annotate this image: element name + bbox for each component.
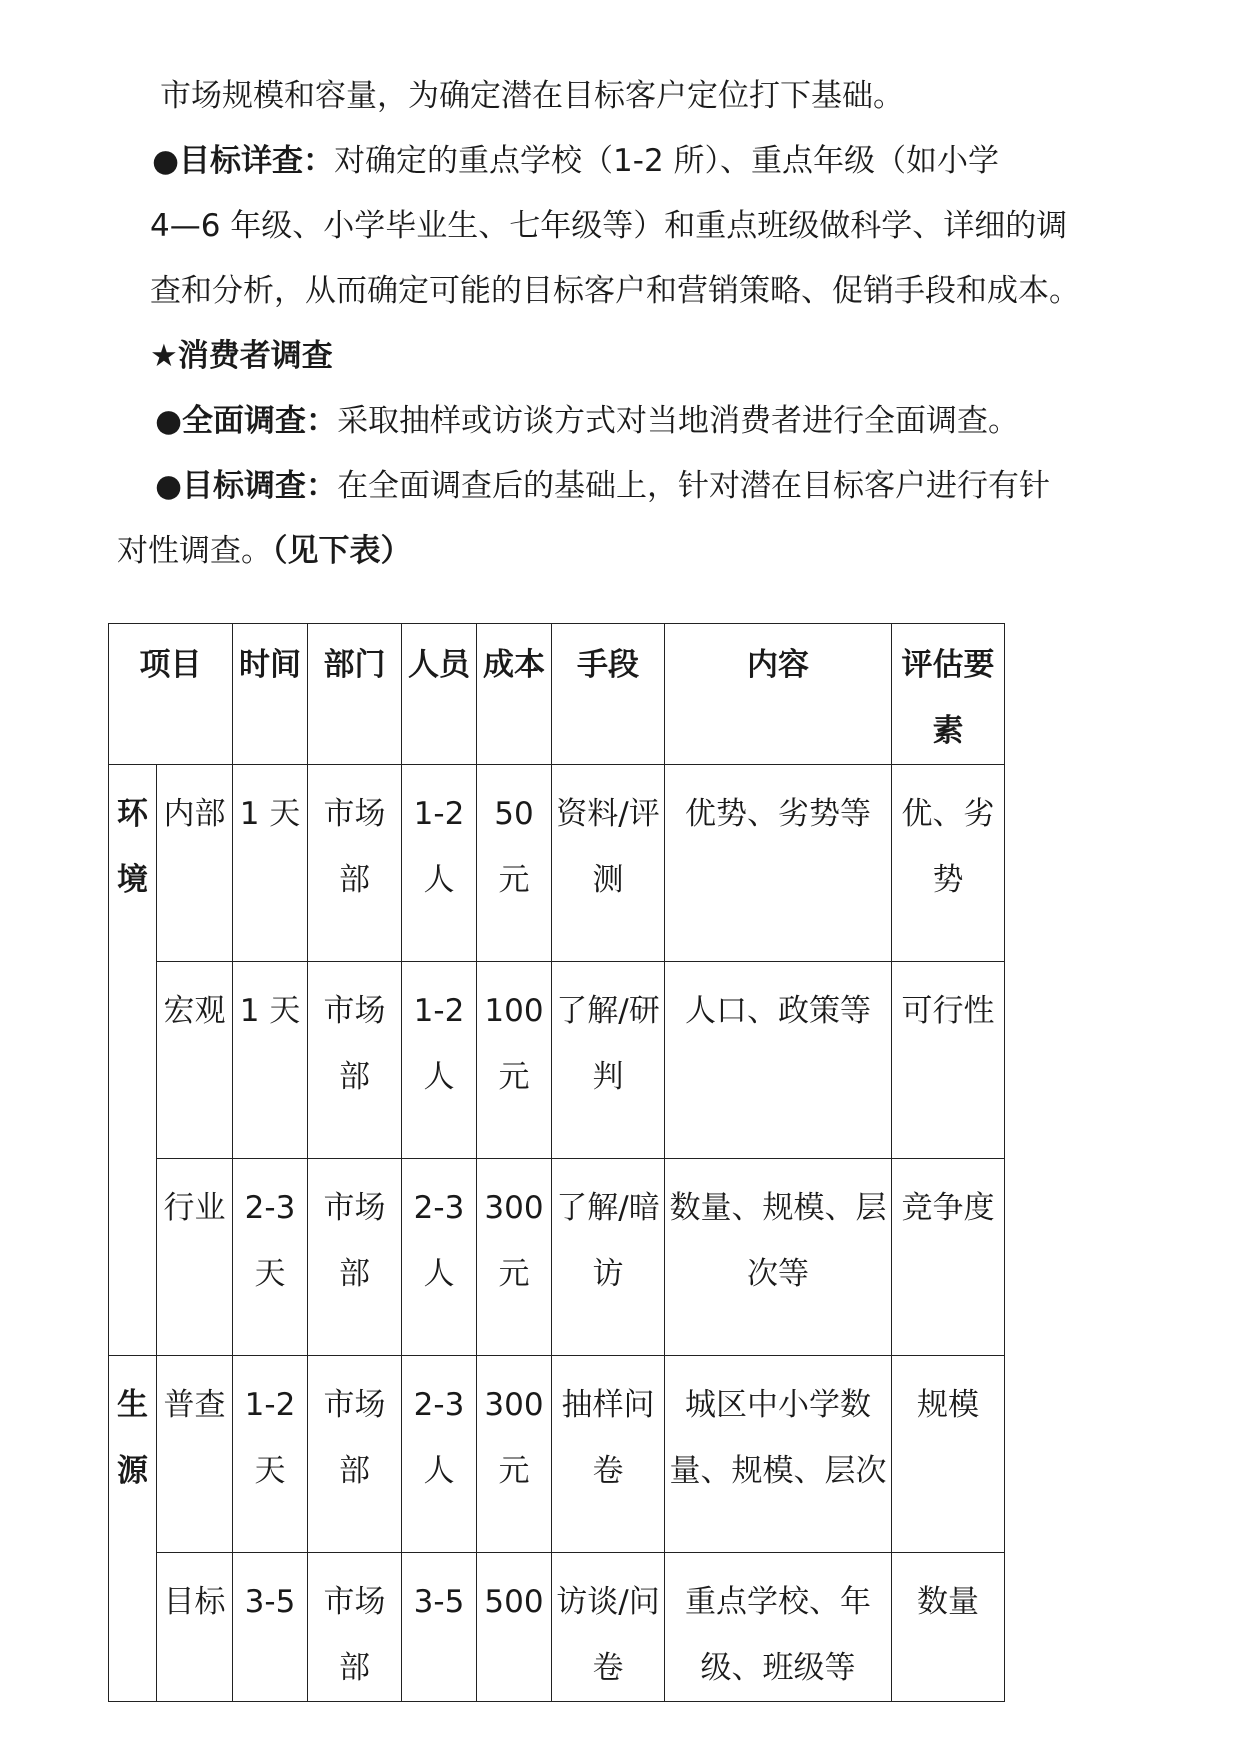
header-cost-text: 成本	[483, 647, 545, 683]
table-header-row	[109, 624, 1005, 765]
group-students-text: 生源	[117, 1387, 148, 1489]
cell-cost-text: 500	[484, 1584, 544, 1620]
cell-item-text: 普查	[163, 1387, 226, 1423]
cell-means	[552, 962, 665, 1159]
paragraph-full-survey	[155, 400, 1019, 442]
cell-means-text: 资料/评测	[556, 796, 660, 898]
cell-time-text: 1-2 天	[244, 1387, 296, 1489]
header-eval	[892, 624, 1005, 765]
paragraph-line-1	[160, 75, 904, 117]
header-dept	[308, 624, 402, 765]
paragraph-target-survey	[155, 465, 1050, 507]
header-time-text: 时间	[239, 647, 301, 683]
paragraph-target-detail	[152, 140, 999, 182]
cell-item	[157, 765, 233, 962]
header-eval-text: 评估要素	[901, 647, 995, 749]
cell-cost	[477, 1356, 552, 1553]
cell-content-text: 人口、政策等	[685, 993, 871, 1029]
cell-dept-text: 市场部	[323, 993, 386, 1095]
cell-eval-text: 优、劣势	[901, 796, 995, 898]
cell-cost-text: 50 元	[494, 796, 534, 898]
cell-item-text: 目标	[163, 1584, 226, 1620]
cell-dept	[308, 962, 402, 1159]
label-target-detail: ●目标详查：	[152, 143, 335, 179]
cell-content-text: 重点学校、年级、班级等	[685, 1584, 871, 1686]
label-full-survey: ●全面调查：	[155, 403, 338, 439]
cell-cost-text: 300 元	[484, 1387, 544, 1489]
cell-means	[552, 765, 665, 962]
cell-dept-text: 市场部	[323, 1190, 386, 1292]
cell-content	[665, 1553, 892, 1702]
text-target-detail-2: 4—6 年级、小学毕业生、七年级等）和重点班级做科学、详细的调	[150, 208, 1068, 244]
table-row	[109, 765, 1005, 962]
cell-content	[665, 765, 892, 962]
cell-dept	[308, 765, 402, 962]
text-target-survey-2: 对性调查。	[117, 533, 272, 569]
cell-eval-text: 数量	[917, 1584, 979, 1620]
heading-consumer-survey	[150, 335, 333, 377]
cell-time-text: 3-5	[244, 1584, 296, 1620]
cell-eval	[892, 1356, 1005, 1553]
header-content-text: 内容	[747, 647, 809, 683]
cell-eval	[892, 1553, 1005, 1702]
cell-dept-text: 市场部	[323, 1584, 386, 1686]
cell-item	[157, 1356, 233, 1553]
table-row	[109, 1553, 1005, 1702]
cell-time	[233, 1356, 308, 1553]
text-full-survey: 采取抽样或访谈方式对当地消费者进行全面调查。	[337, 403, 1020, 439]
cell-item	[157, 1553, 233, 1702]
cell-cost-text: 300 元	[484, 1190, 544, 1292]
cell-people	[402, 962, 477, 1159]
heading-text: ★消费者调查	[150, 338, 333, 374]
cell-people	[402, 1356, 477, 1553]
cell-means	[552, 1356, 665, 1553]
cell-time-text: 2-3 天	[244, 1190, 296, 1292]
table-row	[109, 962, 1005, 1159]
cell-item	[157, 962, 233, 1159]
cell-cost-text: 100 元	[484, 993, 544, 1095]
cell-people	[402, 765, 477, 962]
survey-table	[108, 623, 1005, 1702]
cell-eval-text: 竞争度	[901, 1190, 995, 1226]
cell-time	[233, 765, 308, 962]
cell-people-text: 1-2 人	[413, 993, 465, 1095]
note-see-table: （见下表）	[272, 533, 412, 569]
cell-dept	[308, 1159, 402, 1356]
header-people-text: 人员	[408, 647, 470, 683]
cell-dept-text: 市场部	[323, 796, 386, 898]
cell-eval-text: 可行性	[901, 993, 995, 1029]
header-time	[233, 624, 308, 765]
paragraph-target-survey-line-2	[117, 530, 412, 572]
cell-people-text: 3-5	[413, 1584, 465, 1620]
header-means-text: 手段	[577, 647, 639, 683]
cell-content-text: 数量、规模、层次等	[669, 1190, 887, 1292]
cell-content-text: 优势、劣势等	[685, 796, 871, 832]
cell-content	[665, 962, 892, 1159]
cell-dept-text: 市场部	[323, 1387, 386, 1489]
cell-cost	[477, 765, 552, 962]
cell-dept	[308, 1553, 402, 1702]
cell-time	[233, 1553, 308, 1702]
group-environment-text: 环境	[117, 796, 148, 898]
header-means	[552, 624, 665, 765]
cell-content	[665, 1159, 892, 1356]
cell-cost	[477, 1553, 552, 1702]
cell-time-text: 1 天	[239, 796, 301, 832]
cell-means-text: 抽样问卷	[561, 1387, 655, 1489]
header-item	[109, 624, 233, 765]
cell-cost	[477, 1159, 552, 1356]
cell-cost	[477, 962, 552, 1159]
cell-people-text: 2-3 人	[413, 1190, 465, 1292]
header-dept-text: 部门	[323, 647, 386, 683]
cell-eval-text: 规模	[917, 1387, 979, 1423]
paragraph-target-detail-line-3	[150, 270, 1080, 312]
text-target-detail-3: 查和分析，从而确定可能的目标客户和营销策略、促销手段和成本。	[150, 273, 1080, 309]
paragraph-target-detail-line-2	[150, 205, 1067, 247]
cell-means-text: 访谈/问卷	[556, 1584, 660, 1686]
cell-item	[157, 1159, 233, 1356]
header-content	[665, 624, 892, 765]
cell-item-text: 内部	[163, 796, 226, 832]
cell-eval	[892, 765, 1005, 962]
cell-means	[552, 1553, 665, 1702]
header-cost	[477, 624, 552, 765]
cell-item-text: 行业	[163, 1190, 226, 1226]
header-people	[402, 624, 477, 765]
group-students	[109, 1356, 157, 1702]
table-row	[109, 1356, 1005, 1553]
cell-dept	[308, 1356, 402, 1553]
header-item-text: 项目	[139, 647, 202, 683]
cell-people-text: 2-3 人	[413, 1387, 465, 1489]
cell-means-text: 了解/暗访	[556, 1190, 660, 1292]
cell-eval	[892, 1159, 1005, 1356]
cell-means-text: 了解/研判	[556, 993, 660, 1095]
cell-eval	[892, 962, 1005, 1159]
cell-means	[552, 1159, 665, 1356]
text-target-detail: 对确定的重点学校（1-2 所）、重点年级（如小学	[334, 143, 1000, 179]
cell-people	[402, 1553, 477, 1702]
cell-time	[233, 1159, 308, 1356]
cell-people	[402, 1159, 477, 1356]
cell-item-text: 宏观	[163, 993, 226, 1029]
label-target-survey: ●目标调查：	[155, 468, 338, 504]
table-row	[109, 1159, 1005, 1356]
group-environment	[109, 765, 157, 1356]
cell-time	[233, 962, 308, 1159]
cell-time-text: 1 天	[239, 993, 301, 1029]
cell-content	[665, 1356, 892, 1553]
text-market-scale: 市场规模和容量，为确定潜在目标客户定位打下基础。	[160, 78, 904, 114]
cell-people-text: 1-2 人	[413, 796, 465, 898]
cell-content-text: 城区中小学数量、规模、层次	[669, 1387, 887, 1489]
text-target-survey: 在全面调查后的基础上，针对潜在目标客户进行有针	[337, 468, 1051, 504]
